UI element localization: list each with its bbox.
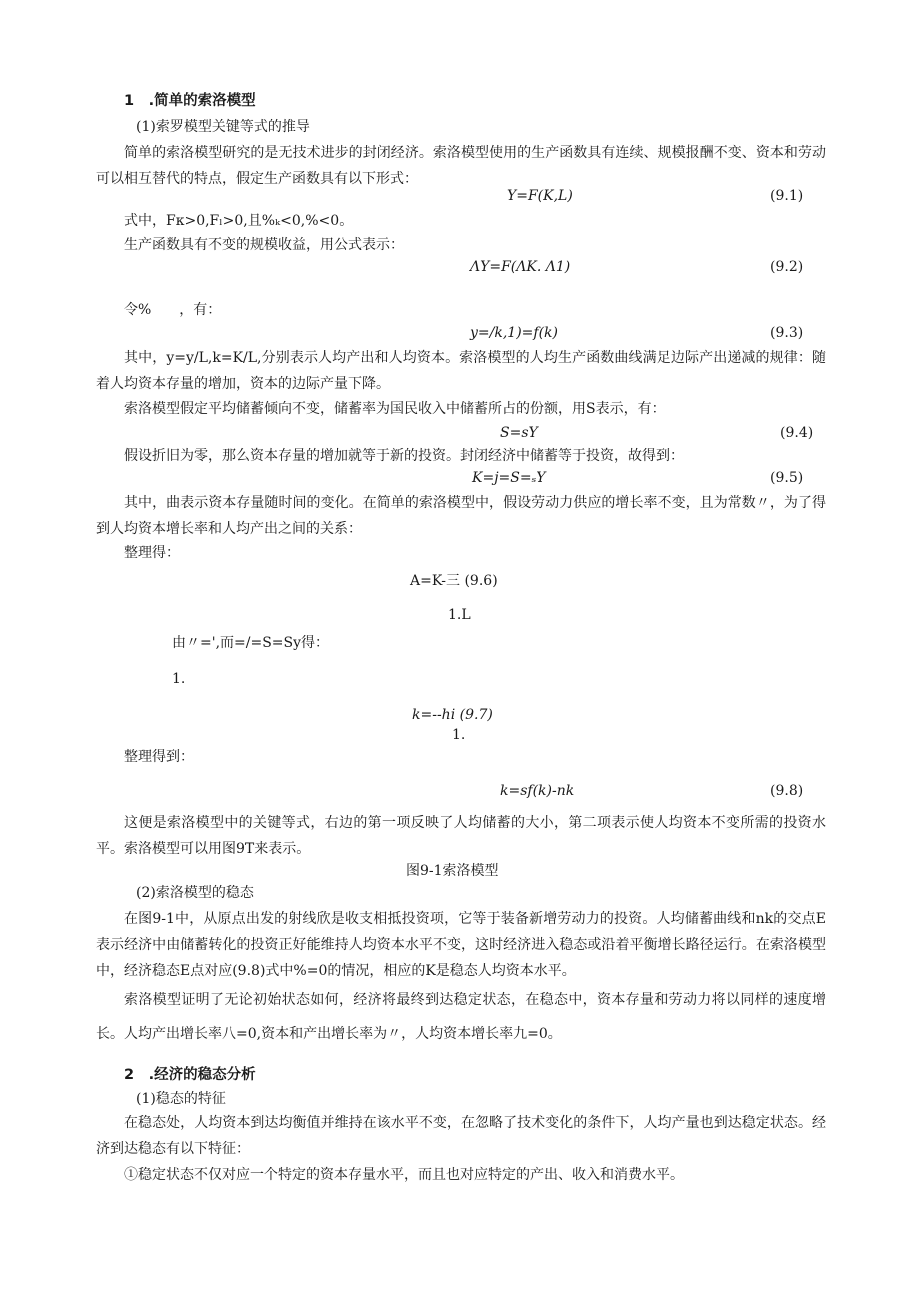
equation-9-4: S=sY bbox=[500, 425, 538, 441]
paragraph-1: 简单的索洛模型研究的是无技术进步的封闭经济。索洛模型使用的生产函数具有连续、规模报酬不变、资本和劳动可以相互替代的特点，假定生产函数具有以下形式： bbox=[96, 145, 826, 187]
where-line: 式中，Fκ>0,Fₗ>0,且%ₖ<0,%<0。 bbox=[124, 213, 354, 229]
equation-9-1-number: (9.1) bbox=[770, 188, 804, 204]
paragraph-3: 索洛模型假定平均储蓄倾向不变，储蓄率为国民收入中储蓄所占的份额，用S表示，有： bbox=[124, 401, 666, 417]
paragraph-10: ①稳定状态不仅对应一个特定的资本存量水平，而且也对应特定的产出、收入和消费水平。 bbox=[124, 1167, 684, 1183]
paragraph-5: 其中，曲表示资本存量随时间的变化。在简单的索洛模型中，假设劳动力供应的增长率不变，且为常数〃，为了得到人均资本增长率和人均产出之间的关系： bbox=[96, 495, 826, 537]
paragraph-6: 这便是索洛模型中的关键等式，右边的第一项反映了人均储蓄的大小，第二项表示使人均资本不变所需的投资水平。索洛模型可以用图9T来表示。 bbox=[96, 815, 826, 857]
equation-9-8: k=sf(k)-nk bbox=[500, 783, 575, 799]
subsection-2-1-title: (1)稳态的特征 bbox=[136, 1091, 226, 1107]
equation-9-6: A=K-三 (9.6) bbox=[410, 573, 498, 589]
let-line: 令% ，有： bbox=[124, 302, 222, 318]
equation-9-5: K=j=S=ₛY bbox=[472, 470, 546, 486]
equation-9-8-number: (9.8) bbox=[770, 783, 804, 799]
paragraph-8: 索洛模型证明了无论初始状态如何，经济将最终到达稳定状态，在稳态中，资本存量和劳动力将以同样的速度增长。人均产出增长率八=0,资本和产出增长率为〃，人均资本增长率九=0。 bbox=[96, 992, 826, 1042]
equation-9-3: y=/k,1)=f(k) bbox=[470, 325, 558, 341]
equation-9-2: ΛY=F(ΛK. Λ1) bbox=[470, 259, 571, 275]
section-2-title: 2 .经济的稳态分析 bbox=[124, 1067, 256, 1083]
paragraph-4: 假设折旧为零，那么资本存量的增加就等于新的投资。封闭经济中储蓄等于投资，故得到： bbox=[124, 448, 684, 464]
rearrange-line: 整理得： bbox=[124, 545, 180, 561]
equation-9-4-number: (9.4) bbox=[780, 425, 814, 441]
equation-9-6-denominator: 1.L bbox=[448, 607, 471, 623]
paragraph-9: 在稳态处，人均资本到达均衡值并维持在该水平不变，在忽略了技术变化的条件下，人均产量也到达稳定状态。经济到达稳态有以下特征： bbox=[96, 1115, 826, 1157]
equation-9-7: k=--hi (9.7) bbox=[412, 707, 493, 723]
paragraph-2: 其中，y=y/L,k=K/L,分别表示人均产出和人均资本。索洛模型的人均生产函数曲线满足边际产出递减的规律：随着人均资本存量的增加，资本的边际产量下降。 bbox=[96, 350, 826, 392]
figure-caption: 图9-1索洛模型 bbox=[406, 863, 499, 879]
from-line: 由〃=',而=/=S=Sy得： bbox=[172, 635, 330, 651]
equation-9-5-number: (9.5) bbox=[770, 470, 804, 486]
subsection-1-1-title: (1)索罗模型关键等式的推导 bbox=[136, 119, 310, 135]
subsection-1-2-title: (2)索洛模型的稳态 bbox=[136, 885, 254, 901]
equation-9-3-number: (9.3) bbox=[770, 325, 804, 341]
section-1-title: 1 .简单的索洛模型 bbox=[124, 93, 256, 109]
equation-9-1: Y=F(K,L) bbox=[507, 188, 573, 204]
production-line: 生产函数具有不变的规模收益，用公式表示： bbox=[124, 237, 404, 253]
rearrange-result-line: 整理得到： bbox=[124, 749, 194, 765]
paragraph-7: 在图9-1中，从原点出发的射线欣是收支相抵投资项，它等于装备新增劳动力的投资。人均储蓄曲线和nk的交点E表示经济中由储蓄转化的投资正好能维持人均资本水平不变，这时经济进入稳态或沿着平衡增长路径运行。在索洛模型中，经济稳态E点对应(9.8)式中%=0的情况，相应的K是稳态人均资本水平。 bbox=[96, 911, 826, 979]
equation-9-2-number: (9.2) bbox=[770, 259, 804, 275]
fraction-one-a: 1. bbox=[172, 671, 186, 687]
fraction-one-b: 1. bbox=[452, 727, 466, 743]
